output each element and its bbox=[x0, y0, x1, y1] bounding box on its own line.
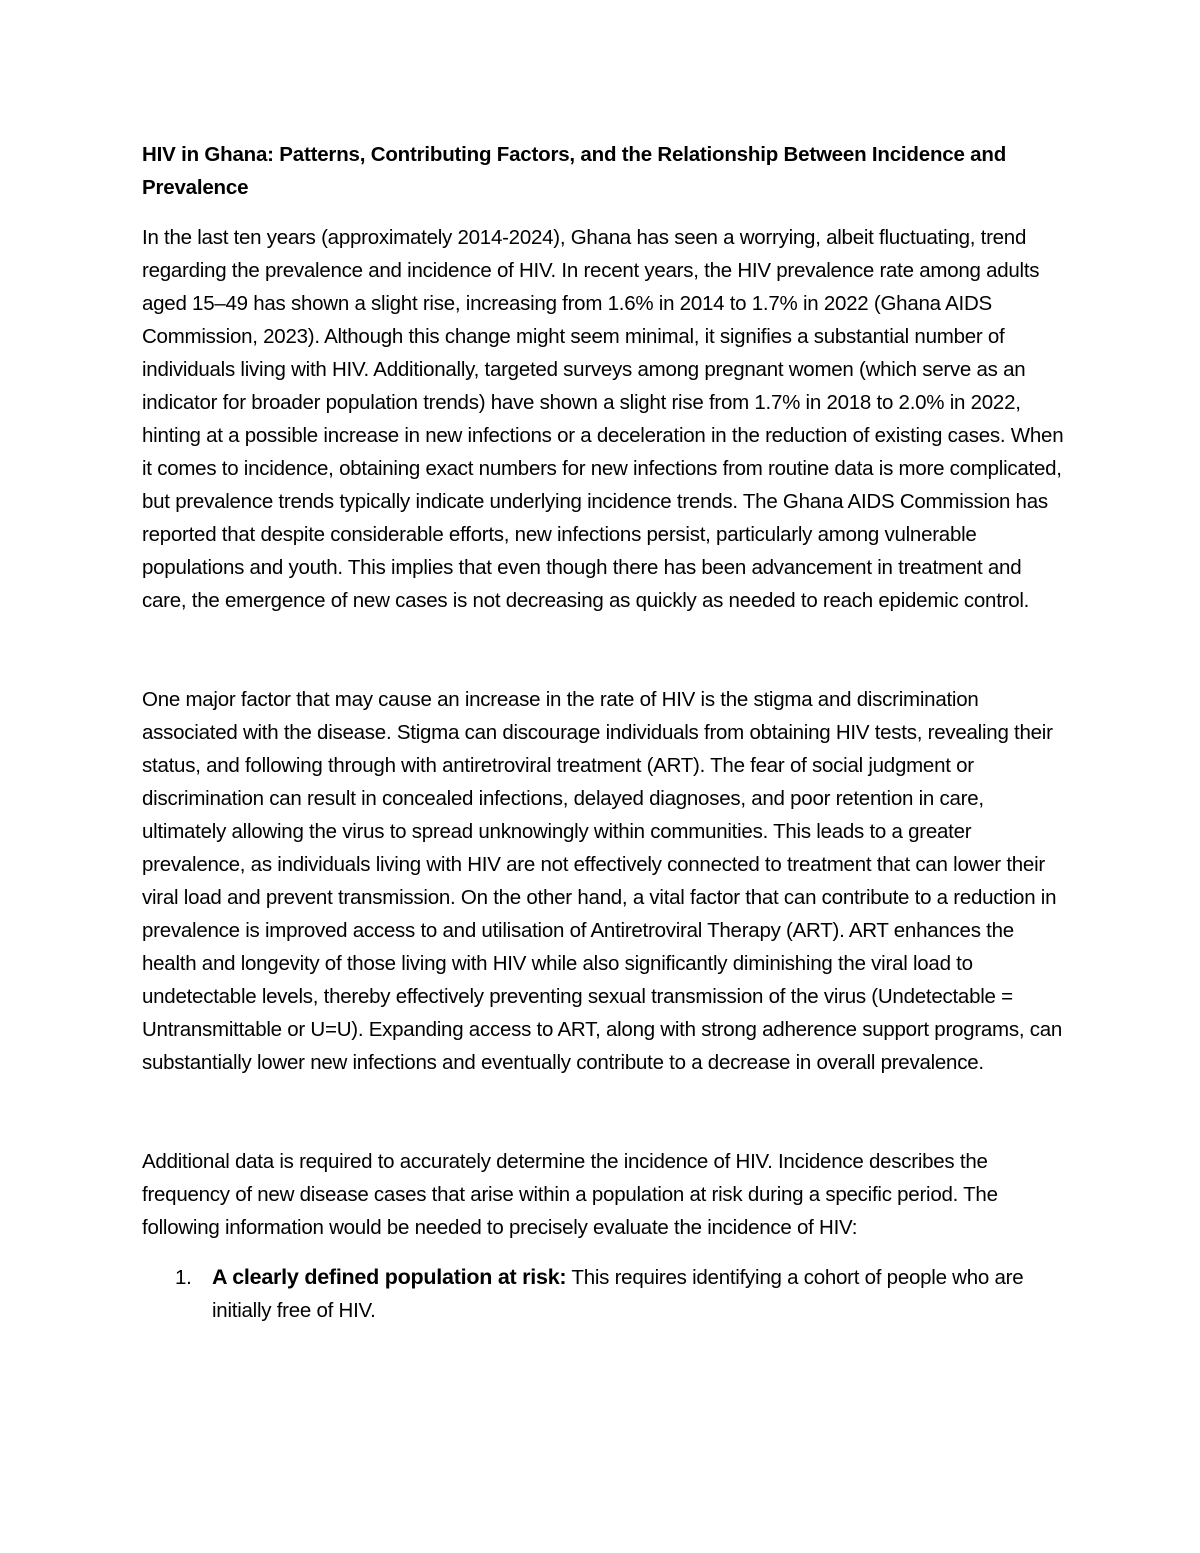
requirements-list bbox=[142, 1261, 1067, 1327]
paragraph-spacer bbox=[142, 1079, 1067, 1145]
paragraph-factors: One major factor that may cause an increase in the rate of HIV is the stigma and discrimination associated with the disease. Stigma can discourage individuals from obtaining HIV tests, revealing their status, and following through with antiretroviral treatment (ART). The fear of social judgment or discrimination can result in concealed infections, delayed diagnoses, and poor retention in care, ultimately allowing the virus to spread unknowingly within communities. This leads to a greater prevalence, as individuals living with HIV are not effectively connected to treatment that can lower their viral load and prevent transmission. On the other hand, a vital factor that can contribute to a reduction in prevalence is improved access to and utilisation of Antiretroviral Therapy (ART). ART enhances the health and longevity of those living with HIV while also significantly diminishing the viral load to undetectable levels, thereby effectively preventing sexual transmission of the virus (Undetectable = Untransmittable or U=U). Expanding access to ART, along with strong adherence support programs, can substantially lower new infections and eventually contribute to a decrease in overall prevalence. bbox=[142, 688, 1063, 1074]
document-title: HIV in Ghana: Patterns, Contributing Factors, and the Relationship Between Incidence and Prevalence bbox=[142, 143, 1007, 199]
list-item-number: 1. bbox=[175, 1266, 192, 1289]
paragraph-incidence-data: Additional data is required to accurately determine the incidence of HIV. Incidence describes the frequency of new disease cases that arise within a population at risk during a specific period. The following information would be needed to precisely evaluate the incidence of HIV: bbox=[142, 1150, 998, 1239]
paragraph-trends: In the last ten years (approximately 2014-2024), Ghana has seen a worrying, albeit fluctuating, trend regarding the prevalence and incidence of HIV. In recent years, the HIV prevalence rate among adults aged 15–49 has shown a slight rise, increasing from 1.6% in 2014 to 1.7% in 2022 (Ghana AIDS Commission, 2023). Although this change might seem minimal, it signifies a substantial number of individuals living with HIV. Additionally, targeted surveys among pregnant women (which serve as an indicator for broader population trends) have shown a slight rise from 1.7% in 2018 to 2.0% in 2022, hinting at a possible increase in new infections or a deceleration in the reduction of existing cases. When it comes to incidence, obtaining exact numbers for new infections from routine data is more complicated, but prevalence trends typically indicate underlying incidence trends. The Ghana AIDS Commission has reported that despite considerable efforts, new infections persist, particularly among vulnerable populations and youth. This implies that even though there has been advancement in treatment and care, the emergence of new cases is not decreasing as quickly as needed to reach epidemic control. bbox=[142, 226, 1064, 612]
list-item-term: A clearly defined population at risk: bbox=[212, 1265, 567, 1289]
document-body bbox=[142, 138, 1067, 1327]
list-item bbox=[142, 1261, 1067, 1327]
list-item-text: This requires identifying a cohort of people who are initially free of HIV. bbox=[212, 1266, 1024, 1322]
paragraph-spacer bbox=[142, 617, 1067, 683]
